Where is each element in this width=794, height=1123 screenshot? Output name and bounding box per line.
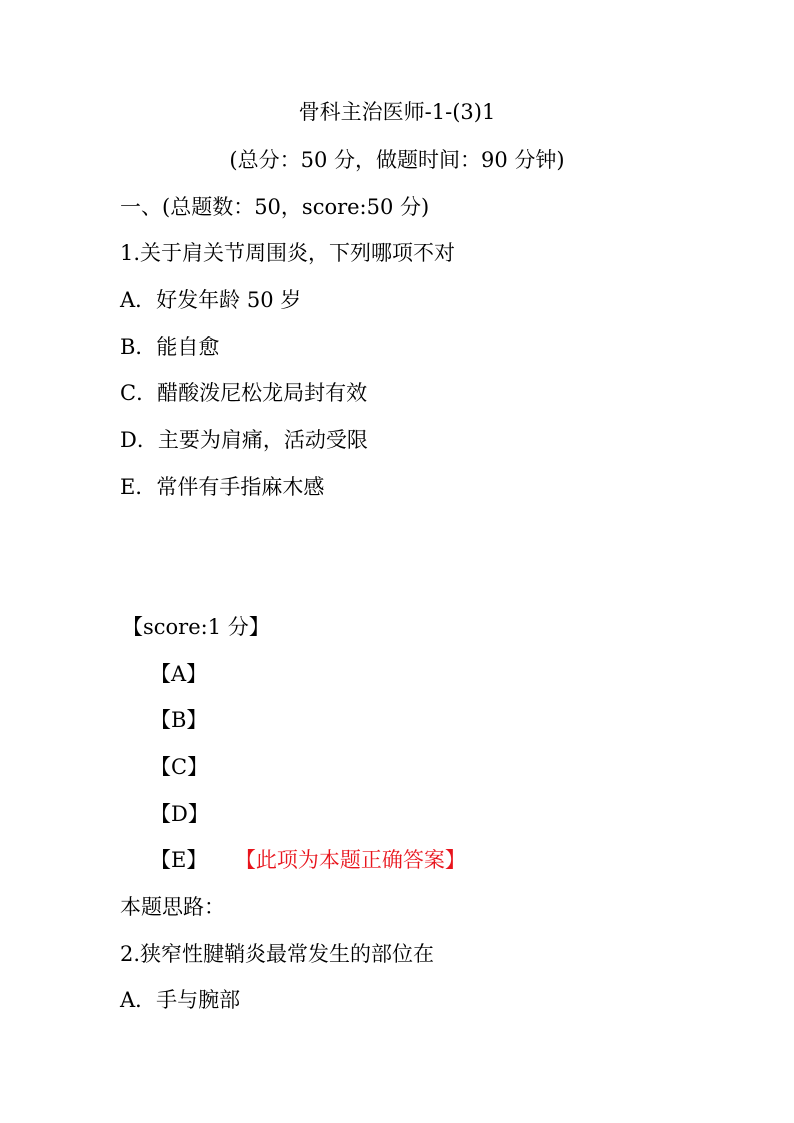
answer-choice-e: 【E】 xyxy=(150,848,208,872)
question-1-stem: 1.关于肩关节周围炎，下列哪项不对 xyxy=(120,241,456,265)
question-1-option-a: A．好发年龄 50 岁 xyxy=(120,288,302,312)
section-heading: 一、(总题数：50，score:50 分) xyxy=(120,195,430,219)
question-1-score: 【score:1 分】 xyxy=(122,615,270,639)
answer-choice-a: 【A】 xyxy=(150,662,208,686)
question-1-option-c: C．醋酸泼尼松龙局封有效 xyxy=(120,381,368,405)
exam-info: (总分：50 分，做题时间：90 分钟) xyxy=(229,148,565,172)
answer-choice-d: 【D】 xyxy=(150,802,209,826)
question-2-option-a: A．手与腕部 xyxy=(120,988,241,1012)
correct-answer-marker: 【此项为本题正确答案】 xyxy=(245,848,466,872)
answer-choice-e-row xyxy=(150,846,466,874)
question-1-option-b: B．能自愈 xyxy=(120,335,220,359)
explanation-label: 本题思路： xyxy=(120,895,225,919)
answer-choice-c: 【C】 xyxy=(150,755,209,779)
answer-choice-b: 【B】 xyxy=(150,708,208,732)
question-1-option-e: E．常伴有手指麻木感 xyxy=(120,475,325,499)
question-1-option-d: D．主要为肩痛，活动受限 xyxy=(120,428,368,452)
page-title: 骨科主治医师-1-(3)1 xyxy=(298,100,496,124)
question-2-stem: 2.狭窄性腱鞘炎最常发生的部位在 xyxy=(120,942,435,966)
